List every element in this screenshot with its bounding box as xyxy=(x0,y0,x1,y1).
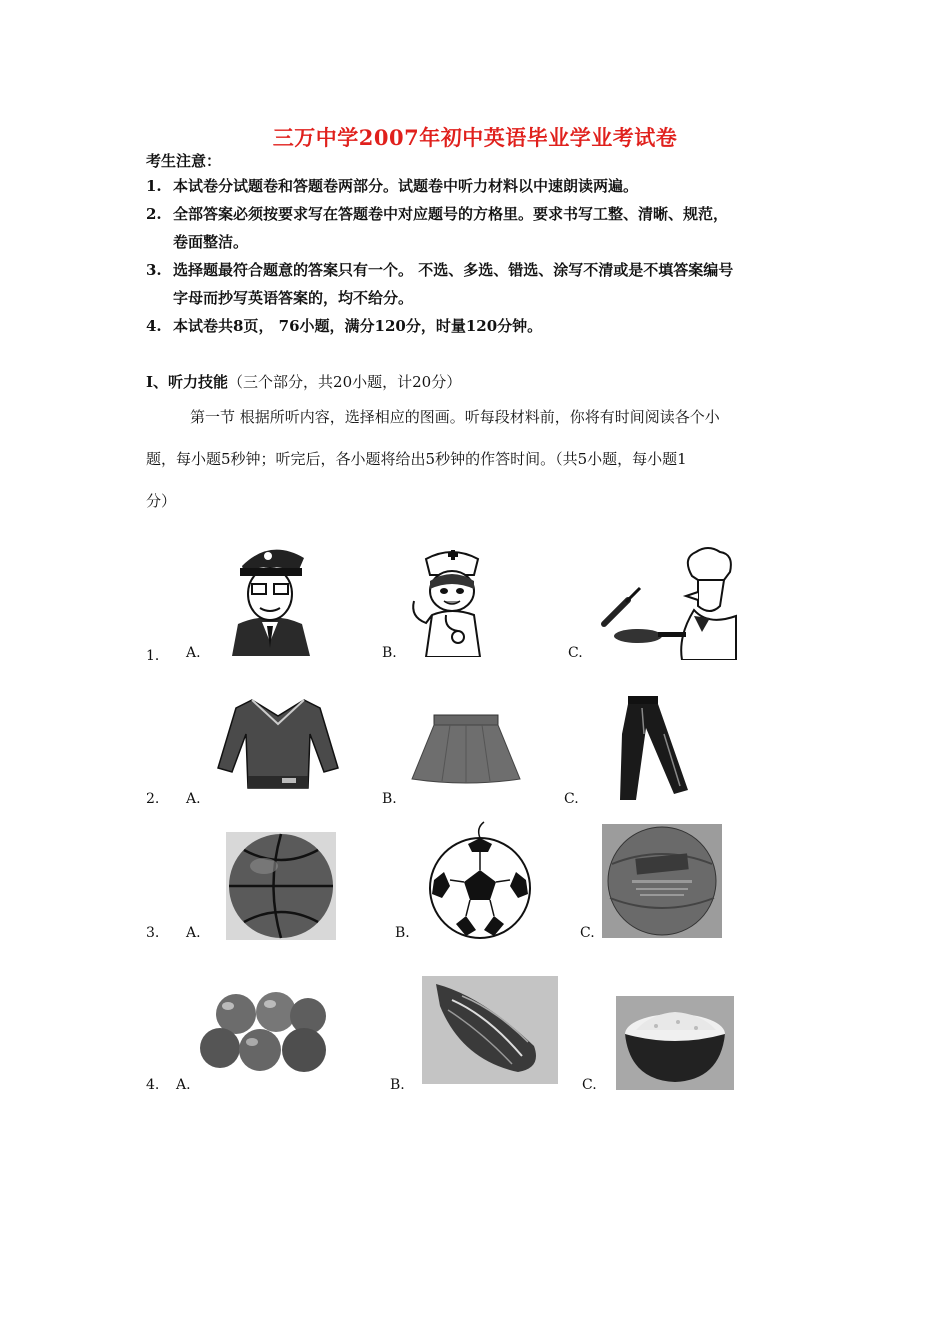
nurse-icon xyxy=(404,545,502,657)
part-instruction-1: 第一节 根据所听内容，选择相应的图画。听每段材料前，你将有时间阅读各个小 xyxy=(190,408,720,426)
option-letter: C. xyxy=(582,1077,597,1093)
question-number: 3. xyxy=(146,925,160,941)
notice-heading: 考生注意： xyxy=(146,152,222,170)
rule-text: 字母而抄写英语答案的，均不给分。 xyxy=(173,289,414,307)
question-number: 2. xyxy=(146,791,160,807)
exam-title: 三万中学2007年初中英语毕业学业考试卷 xyxy=(272,125,678,150)
section-heading xyxy=(146,371,461,392)
option-letter: A. xyxy=(176,1077,191,1093)
soccer-ball-icon xyxy=(426,820,534,940)
trousers-icon xyxy=(608,694,692,802)
policeman-icon xyxy=(224,538,316,656)
option-letter: C. xyxy=(568,645,583,661)
option-letter: B. xyxy=(382,645,397,661)
cabbage-icon xyxy=(422,976,558,1084)
section-name: I、听力技能 xyxy=(146,373,229,391)
option-letter: A. xyxy=(186,645,201,661)
part-instruction-2: 题，每小题5秒钟；听完后，各小题将给出5秒钟的作答时间。（共5小题，每小题1 xyxy=(146,450,687,468)
option-letter: B. xyxy=(382,791,397,807)
rule-text: 本试卷共8页， 76小题，满分120分，时量120分钟。 xyxy=(173,317,543,335)
section-detail: （三个部分，共20小题，计20分） xyxy=(228,373,462,391)
apples-icon xyxy=(200,990,334,1072)
option-letter: A. xyxy=(186,791,201,807)
rule-text: 本试卷分试题卷和答题卷两部分。试题卷中听力材料以中速朗读两遍。 xyxy=(173,177,639,195)
option-letter: C. xyxy=(564,791,579,807)
rice-bowl-icon xyxy=(616,996,734,1090)
rule-number: 3. xyxy=(146,261,162,279)
volleyball-icon xyxy=(602,824,722,938)
rule-number: 4. xyxy=(146,317,162,335)
part-instruction-3: 分） xyxy=(146,492,177,510)
rule-number: 1. xyxy=(146,177,162,195)
option-letter: C. xyxy=(580,925,595,941)
cook-icon xyxy=(598,546,738,660)
option-letter: A. xyxy=(186,925,201,941)
rule-text: 卷面整洁。 xyxy=(173,233,249,251)
rule-number: 2. xyxy=(146,205,162,223)
basketball-icon xyxy=(226,832,336,940)
option-letter: B. xyxy=(390,1077,405,1093)
option-letter: B. xyxy=(395,925,410,941)
question-number: 1． xyxy=(146,648,169,664)
question-number: 4. xyxy=(146,1077,160,1093)
rule-text: 选择题最符合题意的答案只有一个。 不选、多选、错选、涂写不清或是不填答案编号 xyxy=(173,261,734,279)
skirt-icon xyxy=(410,713,522,785)
rule-text: 全部答案必须按要求写在答题卷中对应题号的方格里。要求书写工整、清晰、规范， xyxy=(173,205,729,223)
sweater-icon xyxy=(216,698,340,790)
